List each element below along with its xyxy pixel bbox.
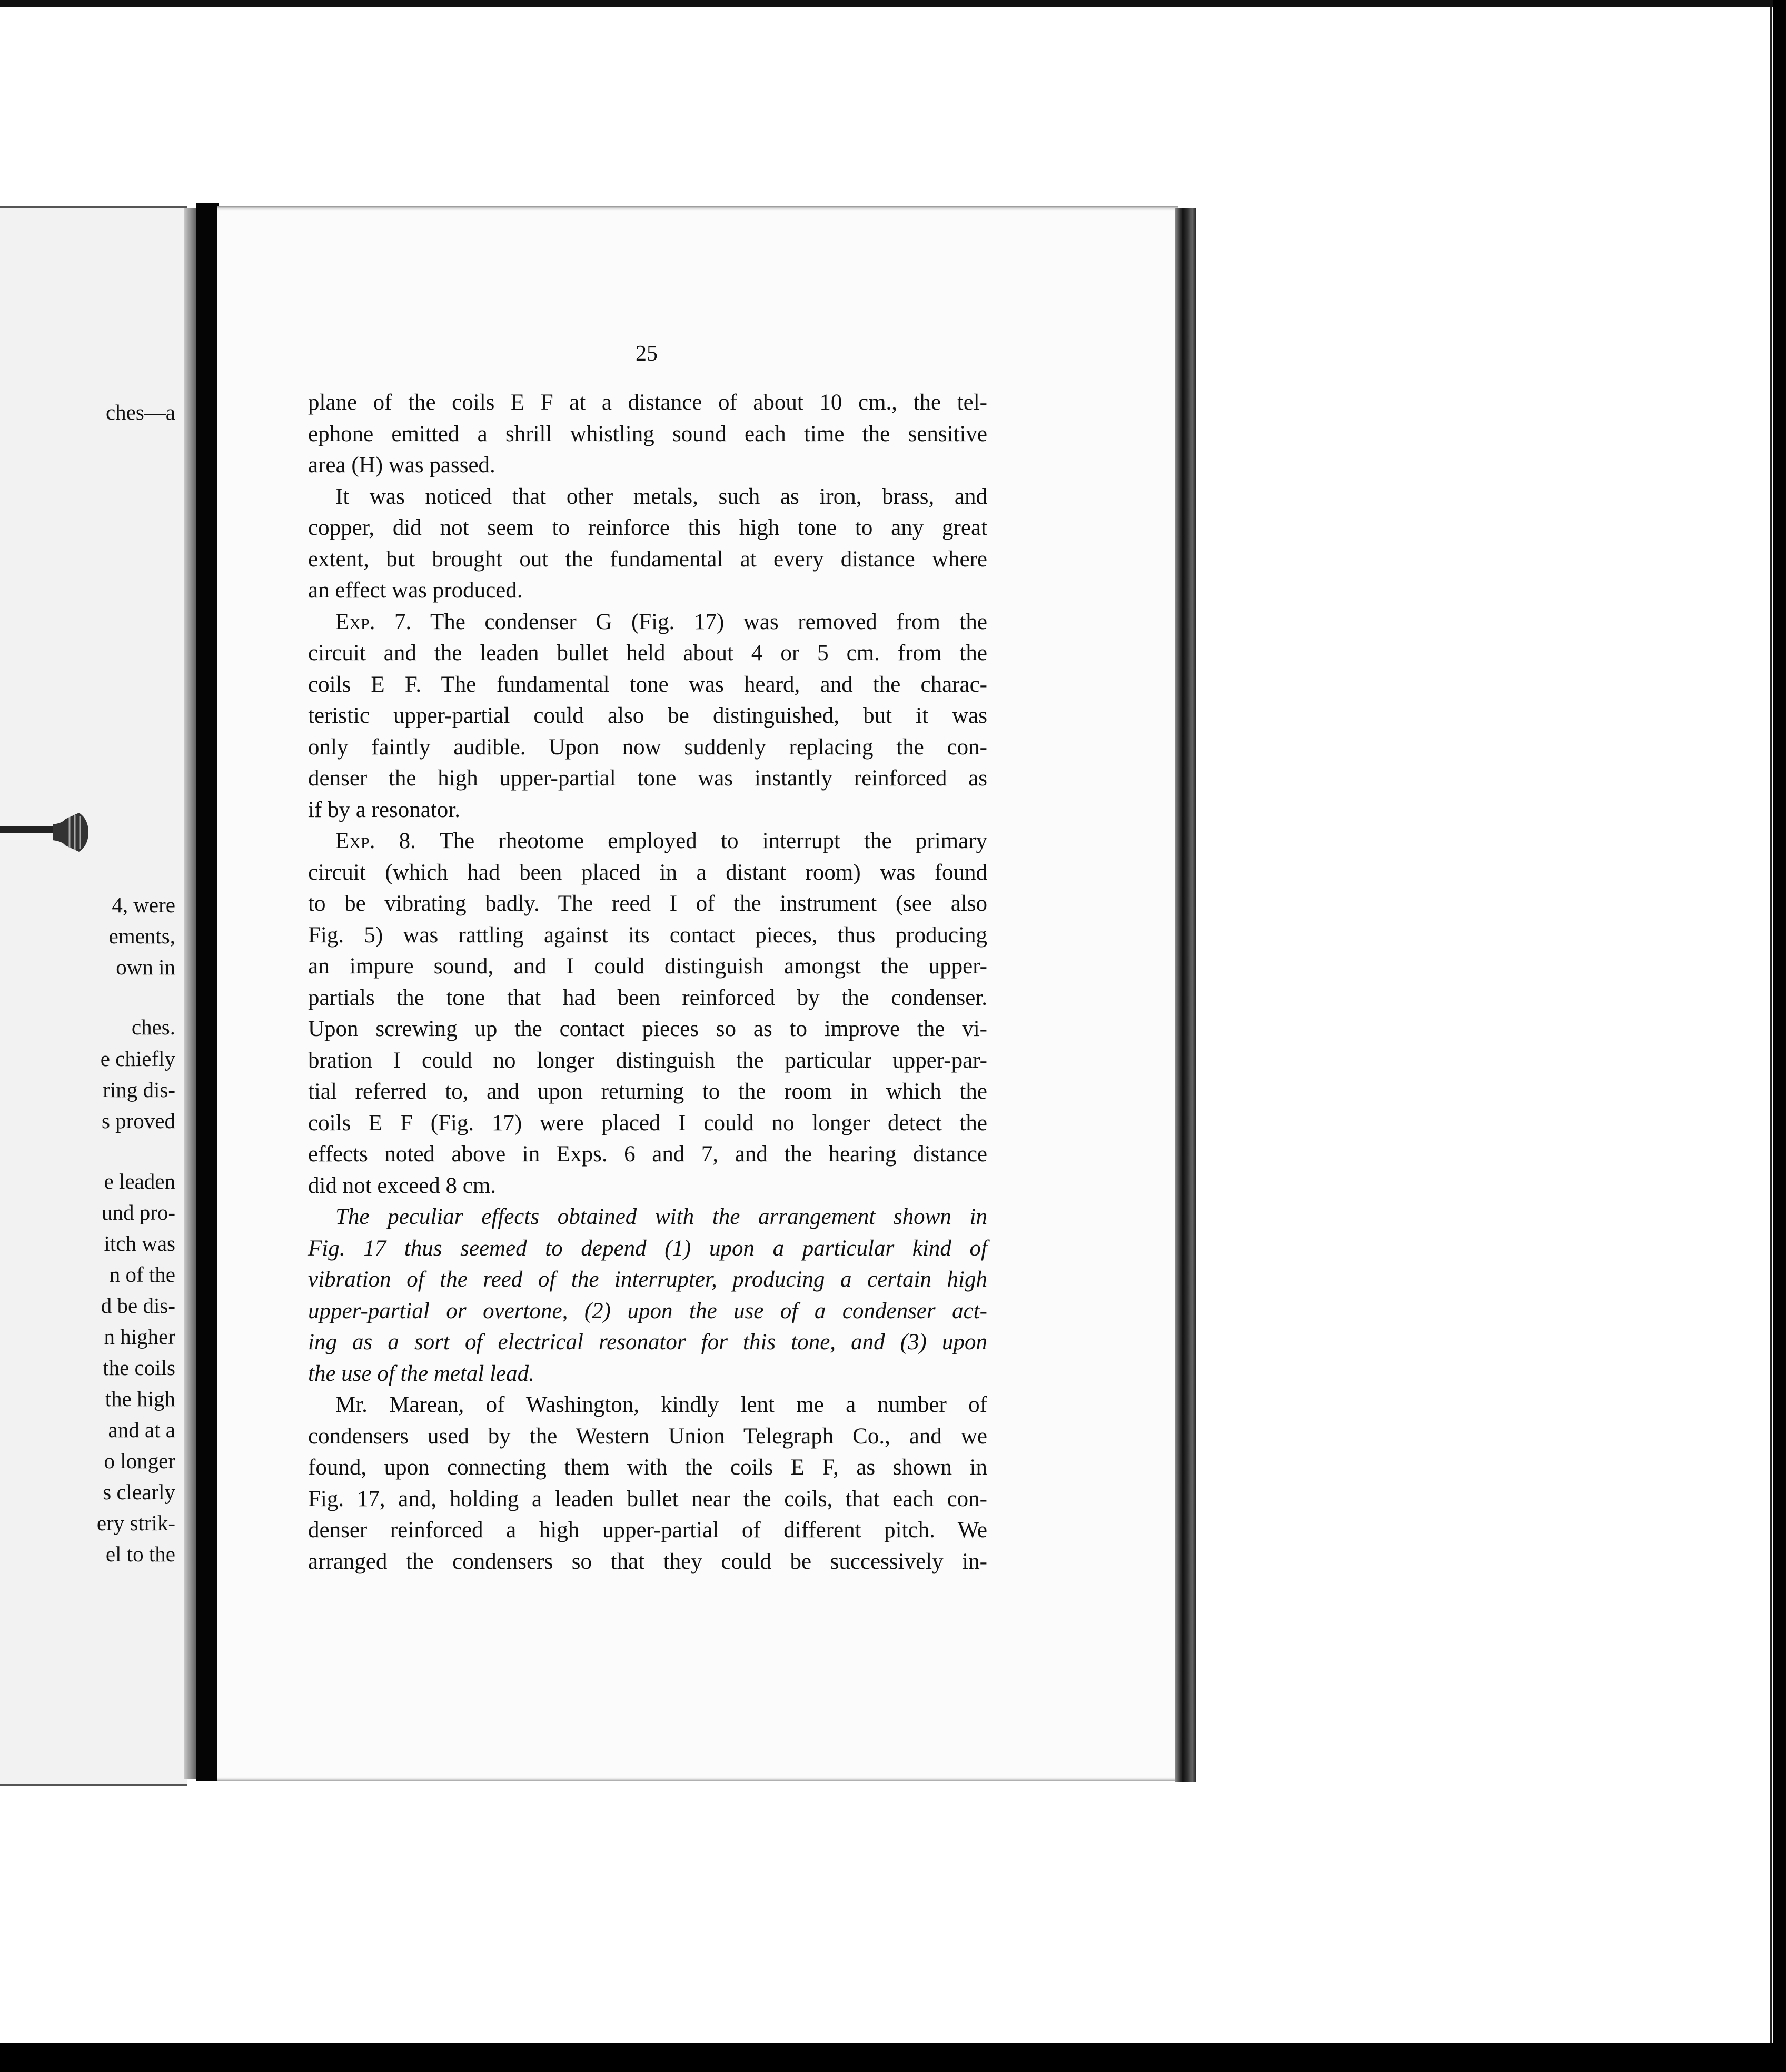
body-line: found, upon connecting them with the coils E F, as shown in (308, 1455, 987, 1480)
body-line: Fig. 5) was rattling against its contact pieces, thus producing (308, 922, 987, 948)
scan-right-edge-line (1770, 7, 1772, 2043)
left-page-fragment: ements, (108, 924, 175, 948)
body-line: denser reinforced a high upper-partial of different pitch. We (308, 1518, 987, 1542)
italic-conclusion-line: The peculiar effects obtained with the arrangement shown in (335, 1204, 987, 1229)
left-page-fragment: and at a (108, 1418, 175, 1442)
book-spine (196, 203, 219, 1781)
body-line: bration I could no longer distinguish the particular upper-par- (308, 1048, 987, 1073)
left-page-fragment: s proved (101, 1109, 175, 1133)
left-page-fragment: und pro- (101, 1200, 175, 1224)
italic-conclusion-line: Fig. 17 thus seemed to depend (1) upon a particular kind of (308, 1236, 987, 1261)
instrument-figure-fragment (0, 803, 90, 861)
page-number: 25 (636, 342, 658, 366)
italic-conclusion-line: the use of the metal lead. (308, 1361, 534, 1386)
body-line: area (H) was passed. (308, 453, 495, 477)
italic-conclusion-line: ing as a sort of electrical resonator for this tone, and (3) upon (308, 1330, 987, 1354)
body-line: an effect was produced. (308, 578, 523, 603)
left-page-fragment: d be dis- (101, 1293, 175, 1318)
body-line: condensers used by the Western Union Telegraph Co., and we (308, 1423, 987, 1449)
body-line: only faintly audible. Upon now suddenly replacing the con- (308, 734, 987, 760)
body-line: tial referred to, and upon returning to the room in which the (308, 1079, 987, 1104)
italic-conclusion-line: vibration of the reed of the interrupter, producing a certain high (308, 1267, 987, 1292)
left-facing-page (0, 206, 187, 1786)
body-line: ephone emitted a shrill whistling sound each time the sensitive (308, 421, 987, 446)
body-line: to be vibrating badly. The reed I of the instrument (see also (308, 891, 987, 916)
left-page-fragment: itch was (104, 1231, 175, 1256)
body-line: if by a resonator. (308, 797, 460, 822)
left-page-fragment: e chiefly (100, 1047, 175, 1071)
experiment-label: Exp. (335, 609, 375, 634)
body-line: did not exceed 8 cm. (308, 1173, 497, 1198)
left-page-fragment: the high (105, 1387, 175, 1411)
body-line: copper, did not seem to reinforce this high tone to any great (308, 515, 987, 540)
experiment-label: Exp. (335, 829, 375, 853)
body-line: teristic upper-partial could also be distinguished, but it was (308, 703, 987, 728)
body-line: partials the tone that had been reinforced by the condenser. (308, 985, 987, 1010)
left-page-fragment: s clearly (103, 1480, 175, 1504)
scan-right-border (1773, 0, 1786, 2072)
body-line: plane of the coils E F at a distance of about 10 cm., the tel- (308, 390, 987, 415)
left-page-fragment: o longer (104, 1449, 175, 1473)
body-line: Upon screwing up the contact pieces so as to improve the vi- (308, 1017, 987, 1041)
body-line: circuit (which had been placed in a distant room) was found (308, 860, 987, 885)
body-line: Exp. 7. The condenser G (Fig. 17) was removed from the (335, 609, 987, 634)
page-body-text (308, 387, 987, 1577)
scan-top-strip (0, 0, 1786, 7)
scan-bottom-band (0, 2043, 1786, 2072)
italic-conclusion-line: upper-partial or overtone, (2) upon the use of a condenser act- (308, 1298, 987, 1323)
body-line: It was noticed that other metals, such as iron, brass, and (335, 484, 987, 509)
body-line: Fig. 17, and, holding a leaden bullet near the coils, that each con- (308, 1486, 987, 1511)
left-page-fragment: ery strik- (96, 1511, 175, 1535)
left-page-fragment: e leaden (104, 1169, 175, 1193)
body-line: Mr. Marean, of Washington, kindly lent me a number of (335, 1392, 987, 1417)
left-page-fragment: ches—a (105, 400, 175, 424)
body-line: coils E F. The fundamental tone was heard, and the charac- (308, 672, 987, 697)
page-edge-stack (1175, 208, 1196, 1782)
left-page-fragment: n of the (109, 1262, 175, 1287)
body-line: effects noted above in Exps. 6 and 7, and the hearing distance (308, 1142, 987, 1167)
body-line: circuit and the leaden bullet held about 4 or 5 cm. from the (308, 641, 987, 665)
body-line: coils E F (Fig. 17) were placed I could no longer detect the (308, 1110, 987, 1135)
left-page-fragment: ring dis- (103, 1078, 175, 1102)
body-line: denser the high upper-partial tone was instantly reinforced as (308, 766, 987, 791)
body-line: extent, but brought out the fundamental at every distance where (308, 546, 987, 572)
body-line: an impure sound, and I could distinguish amongst the upper- (308, 954, 987, 979)
body-line: arranged the condensers so that they could be successively in- (308, 1549, 987, 1574)
body-line: Exp. 8. The rheotome employed to interrupt the primary (335, 829, 987, 853)
left-page-fragment: n higher (104, 1324, 175, 1349)
left-page-fragment: 4, were (112, 893, 175, 917)
left-page-fragment: the coils (103, 1356, 175, 1380)
left-page-fragment: el to the (105, 1542, 175, 1566)
left-page-fragment: own in (116, 955, 175, 979)
left-page-fragment: ches. (131, 1015, 175, 1039)
